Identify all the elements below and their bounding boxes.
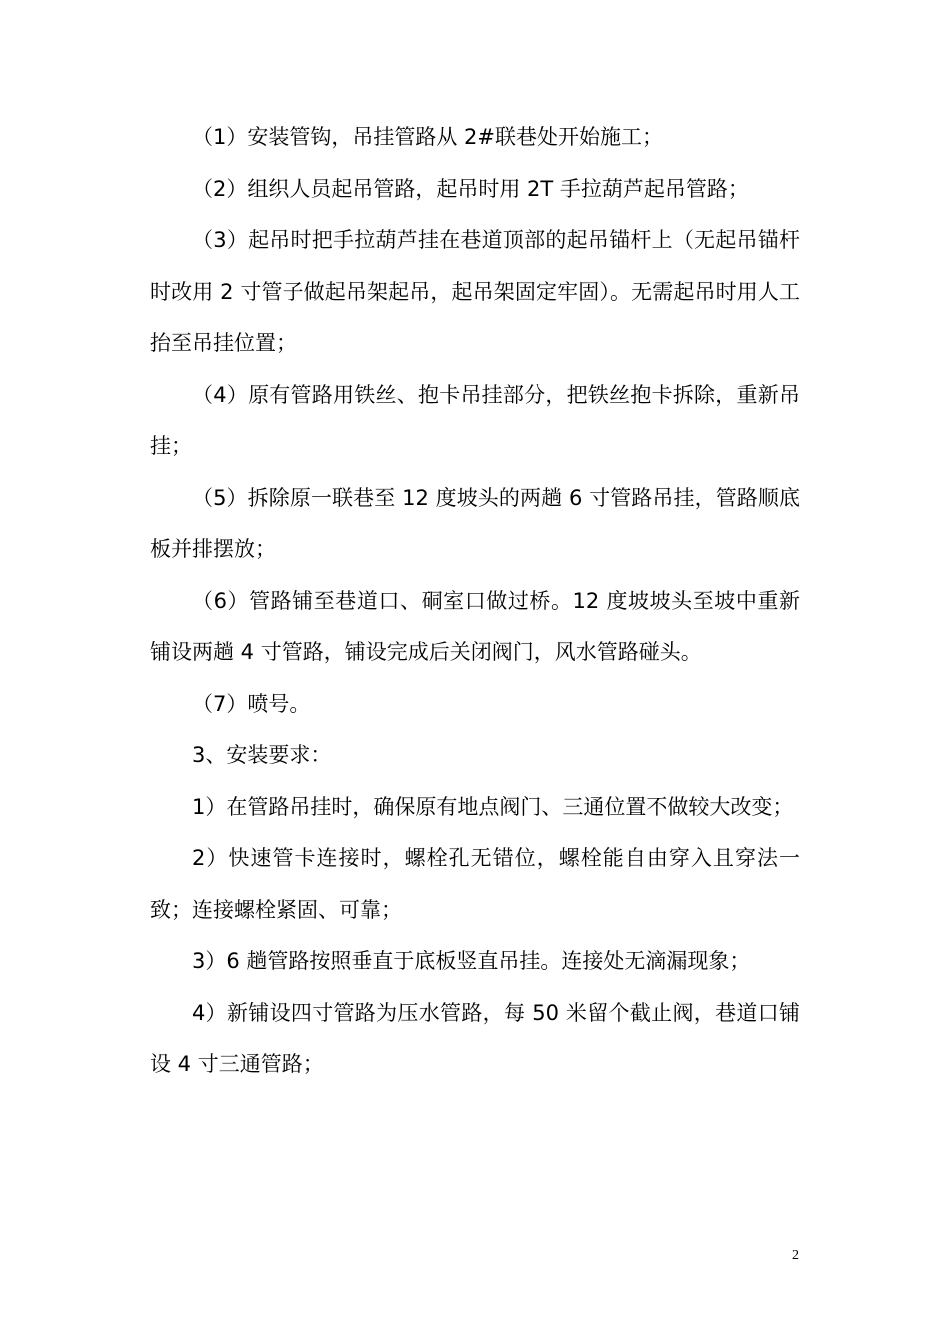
requirement-3: 3）6 趟管路按照垂直于底板竖直吊挂。连接处无滴漏现象； (192, 949, 751, 973)
page-number: 2 (792, 1248, 799, 1263)
paragraph-step-2: （2）组织人员起吊管路，起吊时用 2T 手拉葫芦起吊管路； (192, 176, 749, 201)
requirement-4: 4）新铺设四寸管路为压水管路，每 50 米留个截止阀，巷道口铺设 4 寸三通管路； (150, 1000, 800, 1076)
paragraph-step-5: （5）拆除原一联巷至 12 度坡头的两趟 6 寸管路吊挂，管路顺底板并排摆放； (150, 485, 800, 561)
section-heading-install-requirements: 3、安装要求： (192, 743, 332, 767)
document-body (150, 112, 800, 1091)
paragraph-step-6: （6）管路铺至巷道口、硐室口做过桥。12 度坡坡头至坡中重新铺设两趟 4 寸管路，铺设完成后关闭阀门，风水管路碰头。 (150, 588, 800, 664)
paragraph-step-3: （3）起吊时把手拉葫芦挂在巷道顶部的起吊锚杆上（无起吊锚杆时改用 2 寸管子做起吊架起吊，起吊架固定牢固）。无需起吊时用人工抬至吊挂位置； (150, 228, 800, 355)
paragraph-step-7: （7）喷号。 (192, 691, 311, 716)
requirement-2: 2）快速管卡连接时，螺栓孔无错位，螺栓能自由穿入且穿法一致；连接螺栓紧固、可靠； (150, 846, 800, 922)
requirement-1: 1）在管路吊挂时，确保原有地点阀门、三通位置不做较大改变； (192, 794, 794, 819)
paragraph-step-4: （4）原有管路用铁丝、抱卡吊挂部分，把铁丝抱卡拆除，重新吊挂； (150, 382, 800, 458)
paragraph-step-1: （1）安装管钩，吊挂管路从 2#联巷处开始施工； (192, 125, 663, 149)
